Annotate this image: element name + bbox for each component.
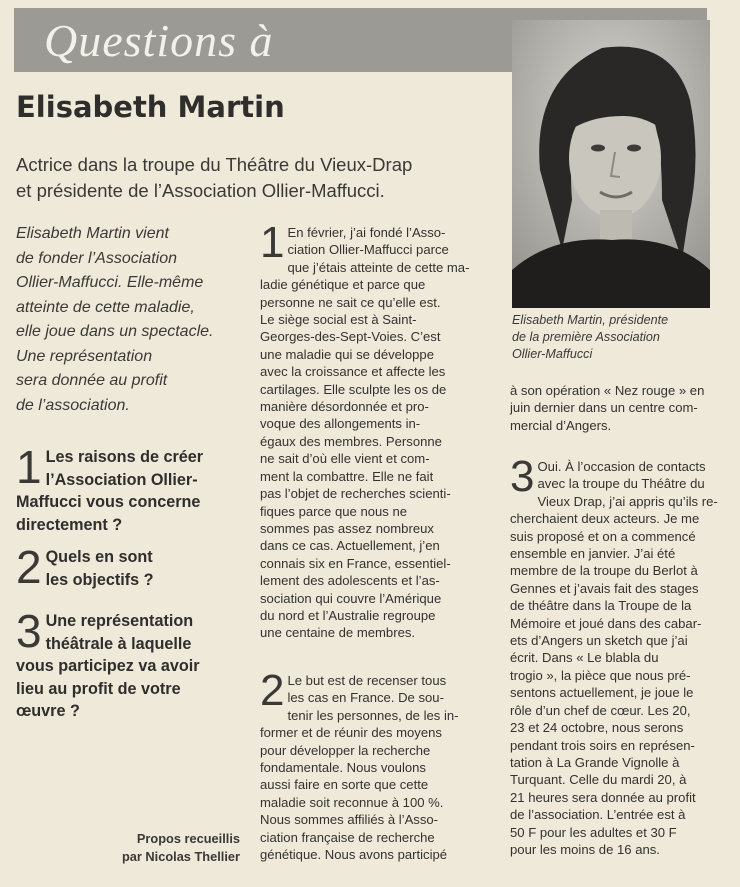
- answer-line: ne sait d’où elle vient et com-: [260, 451, 430, 467]
- answer-line: une maladie qui se développe: [260, 346, 434, 362]
- answer-line: connais six en France, essentiel-: [260, 555, 451, 571]
- question-line: vous participez va avoir: [16, 657, 200, 675]
- answer-line: membre de la troupe du Berlot à: [510, 563, 698, 579]
- answer-line: juin dernier dans un centre com-: [510, 400, 698, 416]
- question-number: 2: [16, 541, 42, 593]
- question-number: 3: [16, 605, 42, 657]
- answer-line: Mémoire et joué dans des cabar-: [510, 615, 702, 631]
- intro-line: Elisabeth Martin vient: [16, 225, 169, 242]
- question-line: Les raisons de créer: [45, 448, 204, 466]
- answer-line: pendant trois soirs en représen-: [510, 737, 695, 753]
- question-line: les objectifs ?: [45, 570, 154, 589]
- answer-number: 2: [260, 666, 285, 715]
- answer-line: sommes pas assez nombreux: [260, 520, 434, 536]
- caption-line: Elisabeth Martin, présidente: [512, 313, 669, 327]
- answer-line: tation à La Grande Vignolle à: [510, 754, 680, 770]
- intro-line: Une représentation: [16, 347, 153, 365]
- question-line: œuvre ?: [16, 702, 80, 720]
- answer-line: 50 F pour les adultes et 30 F: [510, 824, 677, 840]
- portrait-illustration: [512, 20, 710, 308]
- answer-line: ciation française de recherche: [260, 829, 435, 845]
- question-line: l’Association Ollier-: [45, 470, 198, 489]
- answer-line: Vieux Drap, j’ai appris qu’ils re-: [537, 493, 718, 509]
- answer-line: dans ce cas. Actuellement, j’en: [260, 538, 440, 554]
- intro-line: de l’association.: [16, 396, 130, 414]
- answer-line: ment la combattre. Elle ne fait: [260, 468, 434, 484]
- answer-line: égaux des membres. Personne: [260, 433, 442, 449]
- subtitle-line: et présidente de l’Association Ollier-Maffucci.: [16, 180, 385, 201]
- answer-line: les cas en France. De sou-: [287, 690, 444, 706]
- answer-line: Georges-des-Sept-Voies. C’est: [260, 329, 441, 345]
- answer-line: fiques parce que nous ne: [260, 503, 408, 519]
- answer-line: pour les moins de 16 ans.: [510, 841, 660, 857]
- answer-line: trogio », la pièce que nous pré-: [510, 667, 691, 683]
- intro-paragraph: [16, 222, 246, 418]
- answer-number: 3: [510, 452, 535, 501]
- question-line: Quels en sont: [45, 548, 153, 566]
- answer-line: 21 heures sera donnée au profit: [510, 789, 696, 805]
- answer-line: manière désordonnée et pro-: [260, 399, 429, 415]
- subtitle: [16, 152, 516, 204]
- question-3: [16, 605, 246, 723]
- question-line: lieu au profit de votre: [16, 679, 181, 698]
- credit-line: par Nicolas Thellier: [121, 849, 240, 864]
- answer-line: pas l’objet de recherches scienti-: [260, 486, 451, 502]
- answer-line: sociation qui couvre l’Amérique: [260, 590, 442, 606]
- intro-line: Ollier-Maffucci. Elle-même: [16, 274, 204, 291]
- answer-line: 23 et 24 octobre, nous serons: [510, 720, 684, 736]
- answer-line: maladie soit reconnue à 100 %.: [260, 794, 444, 810]
- photo-caption: [512, 312, 722, 363]
- author-credit: [80, 830, 240, 866]
- answer-line: mercial d’Angers.: [510, 417, 612, 433]
- credit-line: Propos recueillis: [136, 831, 240, 846]
- caption-line: Ollier-Maffucci: [512, 347, 593, 361]
- answer-line: à son opération « Nez rouge » en: [510, 383, 705, 398]
- question-line: Une représentation: [45, 612, 194, 630]
- intro-line: atteinte de cette maladie,: [16, 298, 195, 316]
- answer-2-continued: [510, 382, 735, 434]
- answer-line: du nord et l’Australie regroupe: [260, 607, 436, 623]
- subtitle-line: Actrice dans la troupe du Théâtre du Vieux-Drap: [16, 154, 413, 175]
- answer-line: tenir les personnes, de les in-: [287, 707, 459, 723]
- answer-line: fondamentale. Nous voulons: [260, 760, 426, 776]
- answer-line: ets d’Angers un sketch que j’ai: [510, 633, 688, 649]
- answer-line: rôle d’un chef de cœur. Les 20,: [510, 702, 691, 718]
- section-title: Questions à: [44, 15, 274, 66]
- answer-line: génétique. Nous avons participé: [260, 847, 448, 863]
- answer-line: une centaine de membres.: [260, 625, 416, 641]
- answer-line: Nous sommes affiliés à l’Asso-: [260, 812, 439, 828]
- intro-line: de fonder l’Association: [16, 249, 177, 267]
- answer-line: que j’étais atteinte de cette ma-: [287, 259, 470, 275]
- answer-line: lement des adolescents et l’as-: [260, 573, 440, 589]
- answer-line: voque des allongements in-: [260, 416, 421, 432]
- answer-line: avec la troupe du Théâtre du: [537, 476, 705, 492]
- answer-line: former et de réunir des moyens: [260, 725, 442, 741]
- answer-line: En février, j’ai fondé l’Asso-: [287, 225, 446, 240]
- caption-line: de la première Association: [512, 330, 660, 344]
- question-number: 1: [16, 441, 42, 493]
- question-line: théâtrale à laquelle: [45, 634, 192, 653]
- answer-line: ladie génétique et parce que: [260, 277, 426, 293]
- answer-line: avec la croissance et affecte les: [260, 364, 446, 380]
- question-line: directement ?: [16, 515, 123, 534]
- answer-line: Le but est de recenser tous: [287, 673, 447, 688]
- answer-line: ciation Ollier-Maffucci parce: [287, 242, 449, 258]
- answer-line: aussi faire en sorte que cette: [260, 777, 429, 793]
- answer-1: [260, 218, 500, 642]
- answer-3: [510, 452, 735, 858]
- answer-line: pour développer la recherche: [260, 742, 431, 758]
- answer-line: sentons actuellement, je joue le: [510, 685, 694, 701]
- answer-line: personne ne sait ce qu’elle est.: [260, 294, 441, 310]
- answer-line: cherchaient deux acteurs. Je me: [510, 511, 700, 527]
- answer-line: suis proposé et on a commencé: [510, 528, 696, 544]
- answer-line: ensemble en janvier. J’ai été: [510, 546, 676, 562]
- answer-line: Turquant. Celle du mardi 20, à: [510, 772, 687, 788]
- question-2: [16, 541, 246, 593]
- answer-line: Oui. À l’occasion de contacts: [537, 459, 706, 474]
- answer-number: 1: [260, 218, 285, 267]
- answer-line: de l’association. L’entrée est à: [510, 807, 686, 823]
- intro-line: sera donnée au profit: [16, 372, 168, 389]
- question-1: [16, 441, 246, 536]
- question-line: Maffucci vous concerne: [16, 493, 201, 511]
- interviewee-name: Elisabeth Martin: [16, 90, 285, 124]
- answer-line: de théâtre dans la Troupe de la: [510, 598, 692, 614]
- answer-line: Gennes et j’avais fait des stages: [510, 580, 699, 596]
- answer-line: Le siège social est à Saint-: [260, 312, 417, 328]
- answer-line: cartilages. Elle sculpte les os de: [260, 381, 447, 397]
- answer-line: écrit. Dans « Le blabla du: [510, 650, 659, 666]
- portrait-photo: [512, 20, 710, 308]
- intro-line: elle joue dans un spectacle.: [16, 323, 214, 340]
- answer-2: [260, 666, 500, 863]
